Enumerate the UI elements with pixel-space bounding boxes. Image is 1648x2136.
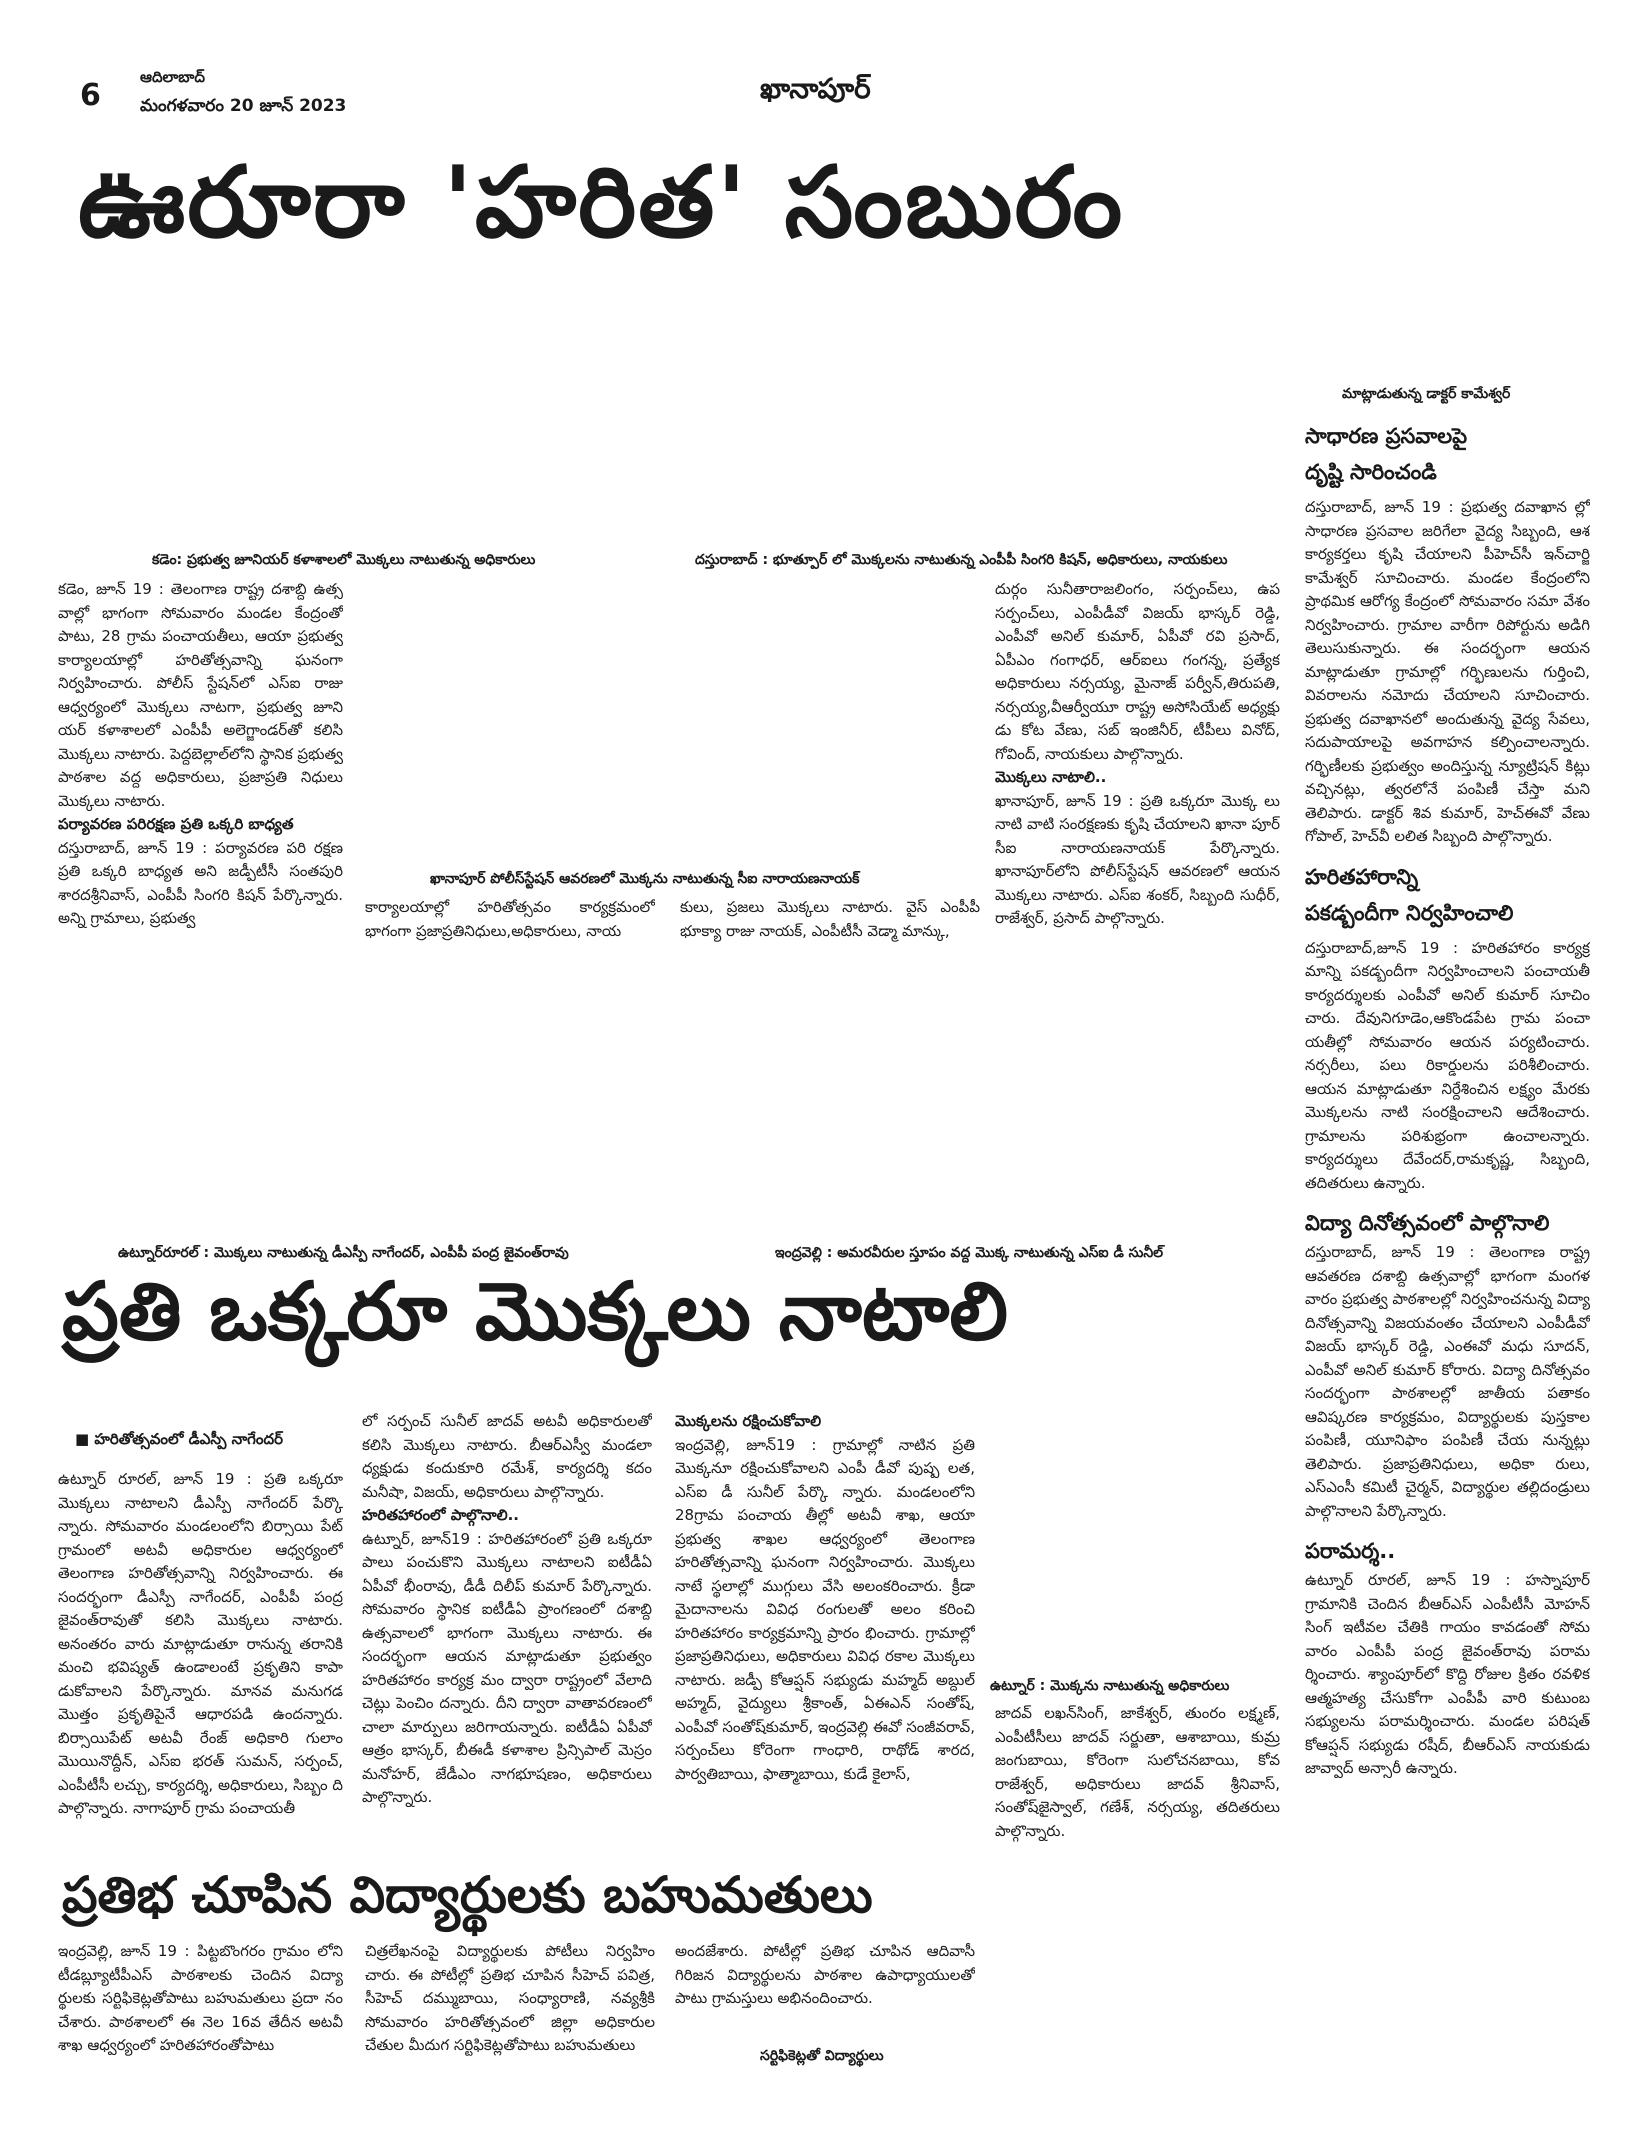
bottom-col2-text: చిత్రలేఖనంపై విద్యార్థులకు పోటీలు నిర్వహిం చారు. ఈ పోటీల్లో ప్రతిభ చూపిన సీహెచ్ పవిత్ర, సీహెచ్ దమ్ముబాయి, సంధ్యారాణి, నవ్యశ్రీకి సోమవారం హరితోత్సవంలో జిల్లా అధికారుల చేతుల మీదుగ సర్టిఫికెట్లతోపాటు బహుమతులు [365,1942,655,2054]
top-col4-text: దుర్గం సునీతారాజలింగం, సర్పంచ్‌లు, ఉప సర్పంచ్‌లు, ఎంపీడీవో విజయ్ భాస్కర్ రెడ్డి, ఎంపీవో అనిల్ కుమార్, ఏపీవో రవి ప్రసాద్, ఏపీఎం గంగాధర్, ఆర్‌ఐలు గంగన్న, ప్రత్యేక అధికారులు నర్సయ్య, మైనాజ్ పర్వీన్,తిరుపతి, నర్సయ్య,వీఆర్వీయూ రాష్ట్ర అసోసియేట్ అధ్యక్షు డు కోట వేణు, సబ్ ఇంజినీర్, టీపీలు వినోద్, గోవింద్, నాయకులు పాల్గొన్నారు. [995,580,1280,763]
sidebar-title1-line1: సాధారణ ప్రసవాలపై [1305,424,1468,448]
second-headline: ప్రతి ఒక్కరూ మొక్కలు నాటాలి [62,1265,1008,1358]
top-col3-text: కులు, ప్రజలు మొక్కలు నాటారు. వైస్ ఎంపీపీ భూక్యా రాజు నాయక్, ఎంపీటీసీ వెడ్మా మాన్కు, [680,898,980,940]
caption-doctor: మాట్లాడుతున్న డాక్టర్ కామేశ్వర్ [1342,386,1511,402]
sidebar-title1-line2: దృష్టి సారించండి [1305,460,1437,484]
sidebar-title2-line2: పకడ్బందీగా నిర్వహించాలి [1305,900,1514,925]
sidebar-text4: ఉట్నూర్ రూరల్, జూన్ 19 : హస్నాపూర్ గ్రామానికి చెందిన బీఆర్‌ఎస్ ఎంపీటీసీ మోహన్ సింగ్ ఇటీవల చేతికి గాయం కావడంతో సోమ వారం ఎంపీపీ పంద్ర జైవంత్‌రావు పరామ ర్శించారు. శ్యాంపూర్‌లో కొద్ది రోజుల క్రితం రవళిక ఆత్మహత్య చేసుకోగా ఎంపీపీ వారి కుటుంబ సభ్యులను పరామర్శించారు. మండల పరిషత్ కోఆప్షన్ సభ్యుడు రషీద్, బీఆర్‌ఎస్ నాయకుడు జావ్వాద్ అన్సారీ ఉన్నారు. [1305,1571,1590,1777]
middle-article-col1 [58,1468,343,1838]
top-article-col4 [995,578,1280,948]
middle-col3-subheading: మొక్కలను రక్షించుకోవాలి [675,1412,822,1430]
middle-article-col3 [675,1410,975,1850]
section-title: ఖానాపూర్ [760,72,871,105]
caption-indravelli: ఇంద్రవెల్లి : అమరవీరుల స్తూపం వద్ద మొక్క నాటుతున్న ఎస్‌ఐ డీ సునీల్ [775,1245,1164,1261]
sidebar [1305,418,1590,1868]
top-article-col3 [680,896,980,946]
top-photo-area [60,290,1270,540]
top-article-col1 [58,578,343,948]
issue-date: మంగళవారం 20 జూన్ 2023 [140,96,347,116]
sidebar-title3: విద్యా దినోత్సవంలో పాల్గొనాలి [1305,1211,1550,1235]
middle-col4-text: జాదవ్ లఖన్‌సింగ్, జాకేశ్వర్, తుంరం లక్ష్మణ్, ఎంపీటీసీలు జాదవ్ సర్జుతా, ఆశాబాయి, కుమ్ర జంగుబాయి, కోరెంగా సులోచనబాయి, కోవ రాజేశ్వర్, అధికారులు జాదవ్ శ్రీనివాస్, సంతోష్‌జైస్వాల్, గణేశ్, నర్సయ్య, తదితరులు పాల్గొన్నారు. [995,1704,1280,1840]
top-col4-text2: ఖానాపూర్, జూన్ 19 : ప్రతి ఒక్కరూ మొక్క లు నాటి వాటి సంరక్షణకు కృషి చేయాలని ఖానా పూర్ సీఐ నారాయణనాయక్ పేర్కొన్నారు. ఖానాపూర్‌లోని పోలీస్‌స్టేషన్ ఆవరణలో ఆయన మొక్కలు నాటారు. ఎస్‌ఐ శంకర్, సిబ్బంది సుధీర్, రాజేశ్వర్, ప్రసాద్ పాల్గొన్నారు. [995,791,1280,927]
district-name: ఆదిలాబాద్ [140,68,205,86]
top-col1-subheading: పర్యావరణ పరిరక్షణ ప్రతి ఒక్కరి బాధ్యత [58,815,294,833]
middle-col2-text: లో సర్పంచ్ సునీల్ జాదవ్ అటవీ అధికారులతో కలిసి మొక్కలు నాటారు. బీఆర్ఎస్వీ మండలా ధ్యక్షుడు కందుకూరి రమేశ్, కార్యదర్శి కదం మనీషా, విజయ్, అధికారులు పాల్గొన్నారు. [362,1412,652,1501]
middle-article-col2 [362,1410,652,1850]
top-col2-text: కార్యాలయాల్లో హరితోత్సవం కార్యక్రమంలో భాగంగా ప్రజాప్రతినిధులు,అధికారులు, నాయ [365,898,655,940]
sidebar-text3: దస్తురాబాద్, జూన్ 19 : తెలంగాణ రాష్ట్ర ఆవతరణ దశాబ్ది ఉత్సవాల్లో భాగంగా మంగళ వారం ప్రభుత్వ పాఠశాలల్లో నిర్వహించనున్న విద్యా దినోత్సవాన్ని విజయవంతం చేయాలని ఎంపీడీవో విజయ్ భాస్కర్ రెడ్డి, ఎంఈవో మధు సూదన్, ఎంపీవో అనిల్ కుమార్ కోరారు. విద్యా దినోత్సవం సందర్భంగా పాఠశాలల్లో జాతీయ పతాకం ఆవిష్కరణ కార్యక్రమం, విద్యార్థులకు పుస్తకాల పంపిణీ, యూనిఫాం పంపిణీ చేయ నున్నట్లు తెలిపారు. ప్రజాప్రతినిధులు, అధికా రులు, ఎస్‌ఎంసీ కమిటీ చైర్మన్, విద్యార్థుల తల్లిదండ్రులు పాల్గొనాలని పేర్కొన్నారు. [1305,1243,1590,1520]
sidebar-text1: దస్తురాబాద్, జూన్ 19 : ప్రభుత్వ దవాఖాన ల్లో సాధారణ ప్రసవాల జరిగేలా వైద్య సిబ్బంది, ఆశ కార్యకర్తలు కృషి చేయాలని పీహెచ్‌సీ ఇన్‌చార్జి కామేశ్వర్ సూచించారు. మండల కేంద్రంలోని ప్రాథమిక ఆరోగ్య కేంద్రంలో సోమవారం సమా వేశం నిర్వహించారు. గ్రామాల వారీగా రిపోర్టును అడిగి తెలుసుకున్నారు. ఈ సందర్భంగా ఆయన మాట్లాడుతూ గ్రామాల్లో గర్భిణులను గుర్తించి, వివరాలను నమోదు చేయాలని సూచించారు. ప్రభుత్వ దవాఖానలో అందుతున్న వైద్య సేవలు, సదుపాయాలపై అవగాహన కల్పించాలన్నారు. గర్భిణీలకు ప్రభుత్వం అందిస్తున్న న్యూట్రిషన్ కిట్లు వచ్చినట్లు, త్వరలోనే పంపిణీ చేస్తా మని తెలిపారు. డాక్టర్ శివ కుమార్, హెచ్‌ఈవో వేణు గోపాల్, హెచ్‌వీ లలిత సిబ్బంది పాల్గొన్నారు. [1305,498,1590,845]
utnoor-photo-area [995,1410,1280,1665]
caption-dasturabad: దస్తురాబాద్ : భూత్పూర్ లో మొక్కలను నాటుతున్న ఎంపీపీ సింగరి కిషన్, అధికారులు, నాయకులు [695,552,1228,568]
main-headline: ఊరూరా 'హరిత' సంబురం [78,146,1125,260]
caption-kadem: కడెం: ప్రభుత్వ జూనియర్ కళాశాలలో మొక్కలు నాటుతున్న అధికారులు [152,552,536,568]
middle-col3-text: ఇంద్రవెల్లి, జూన్19 : గ్రామాల్లో నాటిన ప్రతి మొక్కనూ రక్షించుకోవాలని ఎంపీ డీవో పుష్ప లత, ఎస్‌ఐ డీ సునీల్ పేర్కొ న్నారు. మండలంలోని 28గ్రామ పంచాయ తీల్లో అటవీ శాఖ, ఆయా ప్రభుత్వ శాఖల ఆధ్వర్యంలో తెలంగాణ హరితోత్సవాన్ని ఘనంగా నిర్వహించారు. మొక్కలు నాటే స్థలాల్లో ముగ్గులు వేసి అలంకరించారు. క్రీడా మైదానాలను వివిధ రంగులతో అలం కరించి హరితహారం కార్యక్రమాన్ని ప్రారం భించారు. గ్రామాల్లో ప్రజాప్రతినిధులు, అధికారులు వివిధ రకాల మొక్కలు నాటారు. జడ్పీ కోఆప్షన్ సభ్యుడు మహ్మద్ అబ్దుల్ అహ్మద్, వైద్యులు శ్రీకాంత్, ఏఈఎన్ సంతోష్, ఎంపీవో సంతోష్‌కుమార్, ఇంద్రవెల్లి ఈవో సంజీవరావ్, సర్పంచ్‌లు కోరెంగా గాంధారి, రాథోడ్ శారద, పార్వతిబాయి, ఫాత్మాబాయి, కుడే కైలాస్, [675,1435,975,1783]
top-col1-text: కడెం, జూన్ 19 : తెలంగాణ రాష్ట్ర దశాబ్ది ఉత్స వాల్లో భాగంగా సోమవారం మండల కేంద్రంతో పాటు, 28 గ్రామ పంచాయతీలు, ఆయా ప్రభుత్వ కార్యాలయాల్లో హరితోత్సవాన్ని ఘనంగా నిర్వహించారు. పోలీస్ స్టేషన్‌లో ఎస్‌ఐ రాజు ఆధ్వర్యంలో మొక్కలు నాటగా, ప్రభుత్వ జూని యర్ కళాశాలలో ఎంపీపీ అలెగ్జాండర్‌తో కలిసి మొక్కలు నాటారు. పెద్దబెల్లాల్‌లోని స్థానిక ప్రభుత్వ పాఠశాల వద్ద అధికారులు, ప్రజాప్రతి నిధులు మొక్కలు నాటారు. [58,580,343,810]
third-headline: ప్రతిభ చూపిన విద్యార్థులకు బహుమతులు [62,1866,873,1924]
top-article-col2 [365,896,655,946]
sidebar-title4: పరామర్శ.. [1305,1539,1396,1563]
bottom-article-col2 [365,1940,655,2090]
bottom-article-col1 [58,1940,343,2090]
sidebar-title2-line1: హరితహారాన్ని [1305,864,1419,889]
bottom-col1-text: ఇంద్రవెల్లి, జూన్ 19 : పిట్టబొంగరం గ్రామం లోని టీడబ్ల్యూటీపీఎస్ పాఠశాలకు చెందిన విద్యా ర్థులకు సర్టిఫికెట్లతోపాటు బహుమతులు ప్రదా నం చేశారు. పాఠశాలలో ఈ నెల 16వ తేదీన అటవీ శాఖ ఆధ్వర్యంలో హరితహారంతోపాటు [58,1942,343,2054]
middle-col2-subheading: హరితహారంలో పాల్గొనాలి.. [362,1506,520,1524]
middle-article-col4 [995,1702,1280,1842]
top-col1-text2: దస్తురాబాద్, జూన్ 19 : పర్యావరణ పరి రక్షణ ప్రతి ఒక్కరి బాధ్యత అని జడ్పీటీసీ సంతపురి శారదశ్రీనివాస్, ఎంపీపీ సింగరి కిషన్ పేర్కొన్నారు. అన్ని గ్రామాలు, ప్రభుత్వ [58,838,343,927]
bottom-article-col3 [675,1940,975,2020]
sidebar-text2: దస్తురాబాద్,జూన్ 19 : హరితహారం కార్యక్ర మాన్ని పకడ్బందీగా నిర్వహించాలని పంచాయతీ కార్యదర్శులకు ఎంపీవో అనిల్ కుమార్ సూచిం చారు. దేవునిగూడెం,ఆకొండపేట గ్రామ పంచా యతీల్లో సోమవారం ఆయన పర్యటించారు. నర్సరీలు, పలు రికార్డులను పరిశీలించారు. ఆయన మాట్లాడుతూ నిర్దేశించిన లక్ష్యం మేరకు మొక్కలను నాటి సంరక్షించాలని ఆదేశించారు. గ్రామాలను పరిశుభ్రంగా ఉంచాలన్నారు. కార్యదర్శులు దేవేందర్,రామకృష్ణ, సిబ్బంది, తదితరులు ఉన్నారు. [1305,938,1590,1192]
caption-khanapur-ps: ఖానాపూర్ పోలీస్‌స్టేషన్ ఆవరణలో మొక్కను నాటుతున్న సీఐ నారాయణనాయక్ [430,871,860,887]
bottom-col3-text: అందజేశారు. పోటీల్లో ప్రతిభ చూపిన ఆదివాసీ గిరిజన విద్యార్థులను పాఠశాల ఉపాధ్యాయులతో పాటు గ్రామస్తులు అభినందించారు. [675,1942,975,2007]
middle-bullet-heading: ■ హరితోత్సవంలో డీఎస్పీ నాగేందర్ [75,1430,283,1452]
middle-col1-text: ఉట్నూర్ రూరల్, జూన్ 19 : ప్రతి ఒక్కరూ మొక్కలు నాటాలని డీఎస్పీ నాగేందర్ పేర్కొ న్నారు. సోమవారం మండలంలోని బిర్సాయి పేట్ గ్రామంలో అటవీ అధికారుల ఆధ్వర్యంలో తెలంగాణ హరితోత్సవాన్ని నిర్వహించారు. ఈ సందర్భంగా డీఎస్పీ నాగేందర్, ఎంపీపీ పంద్ర జైవంత్‌రావుతో కలిసి మొక్కలు నాటారు. అనంతరం వారు మాట్లాడుతూ రానున్న తరానికి మంచి భవిష్యత్ ఉండాలంటే ప్రకృతిని కాపా డుకోవాలని పేర్కొన్నారు. మానవ మనుగడ మొత్తం ప్రకృతిపైనే ఆధారపడి ఉందన్నారు. బిర్సాయిపేట్ అటవీ రేంజ్ అధికారి గులాం మొయినొద్దీన్, ఎస్‌ఐ భరత్ సుమన్, సర్పంచ్, ఎంపీటీసీ లచ్చు, కార్యదర్శి, అధికారులు, సిబ్బం ది పాల్గొన్నారు. నాగాపూర్ గ్రామ పంచాయతీ [58,1470,343,1817]
page-number: 6 [80,78,101,113]
top-col4-subheading: మొక్కలు నాటాలి.. [995,768,1107,786]
middle-col2-text2: ఉట్నూర్, జూన్19 : హరితహారంలో ప్రతి ఒక్కరూ పాలు పంచుకొని మొక్కలు నాటాలని ఐటీడీఏ ఏపీవో భీంరావు, డీడీ దిలీప్ కుమార్ పేర్కొన్నారు. సోమవారం స్థానిక ఐటీడీఏ ప్రాంగణంలో దశాబ్ది ఉత్సవాలలో భాగంగా మొక్కలు నాటారు. ఈ సందర్భంగా ఆయన మాట్లాడుతూ ప్రభుత్వం హరితహారం కార్యక్ర మం ద్వారా రాష్ట్రంలో వేలాది చెట్లు పెంచిం దన్నారు. దీని ద్వారా వాతావరణంలో చాలా మార్పులు జరిగాయన్నారు. ఐటీడీఏ ఏపీవో ఆత్రం భాస్కర్, బీఈడీ కళాశాల ప్రిన్సిపాల్ మెస్రం మనోహర్, జేడీఎం నాగభూషణం, అధికారులు పాల్గొన్నారు. [362,1529,652,1806]
middle-photo-area [60,960,1270,1235]
caption-utnoor-rural: ఉట్నూర్‌రూరల్ : మొక్కలు నాటుతున్న డీఎస్పీ నాగేందర్, ఎంపీపీ పంద్ర జైవంత్‌రావు [118,1245,569,1261]
caption-certificates: సర్టిఫికెట్లతో విద్యార్థులు [760,2048,884,2064]
caption-utnoor-officials: ఉట్నూర్ : మొక్కను నాటుతున్న అధికారులు [990,1678,1230,1694]
